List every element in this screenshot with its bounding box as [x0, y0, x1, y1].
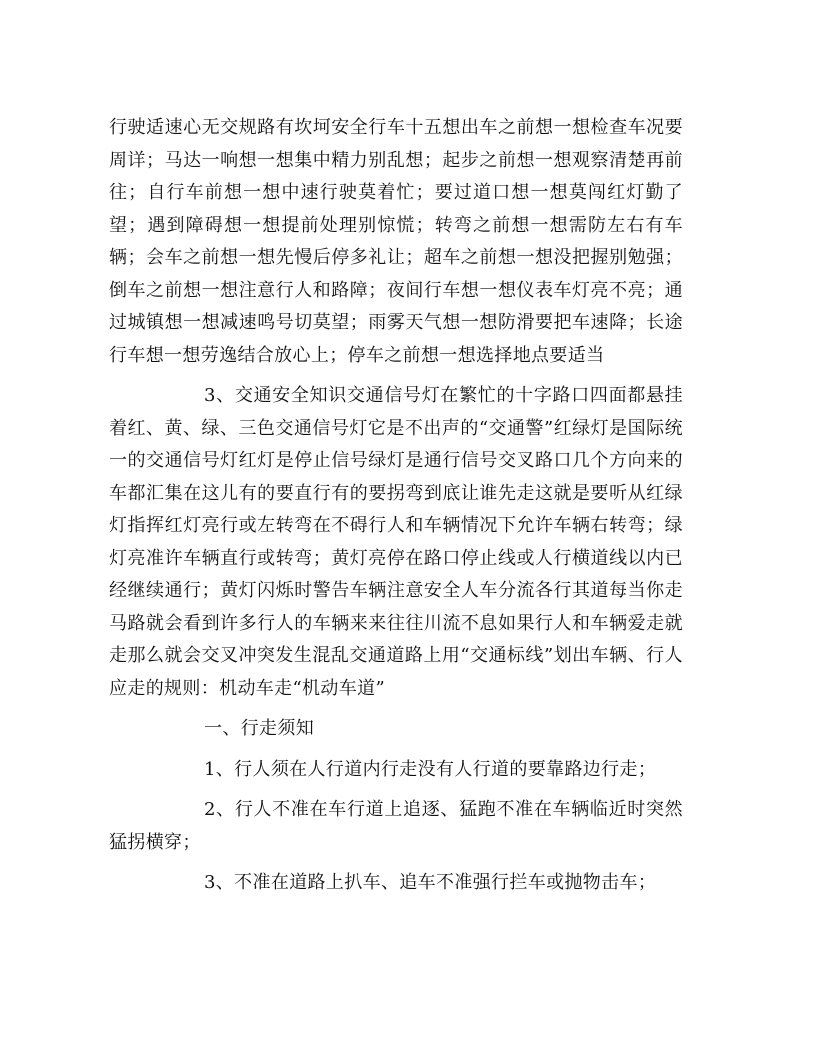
section-heading-walking-rules: 一、行走须知 — [204, 718, 315, 739]
rule-item-3: 3、不准在道路上扒车、追车不准强行拦车或抛物击车； — [204, 872, 657, 893]
document-body — [109, 112, 683, 900]
rule-item-2: 2、行人不准在车行道上追逐、猛跑不准在车辆临近时突然猛拐横穿； — [109, 799, 683, 853]
paragraph-safe-driving-fifteen-thoughts: 行驶适速心无交规路有坎坷安全行车十五想出车之前想一想检查车况要周详；马达一响想一想集中精力别乱想；起步之前想一想观察清楚再前往；自行车前想一想中速行驶莫着忙；要过道口想一想莫闯红灯勤了望；遇到障碍想一想提前处理别惊慌；转弯之前想一想需防左右有车辆；会车之前想一想先慢后停多礼让；超车之前想一想没把握别勉强；倒车之前想一想注意行人和路障；夜间行车想一想仪表车灯亮不亮；通过城镇想一想减速鸣号切莫望；雨雾天气想一想防滑要把车速降；长途行车想一想劳逸结合放心上；停车之前想一想选择地点要适当 — [109, 117, 683, 366]
rule-item-1: 1、行人须在人行道内行走没有人行道的要靠路边行走； — [204, 758, 657, 780]
paragraph-traffic-signal-knowledge: 3、交通安全知识交通信号灯在繁忙的十字路口四面都悬挂着红、黄、绿、三色交通信号灯它是不出声的“交通警”红绿灯是国际统一的交通信号灯红灯是停止信号绿灯是通行信号交叉路口几个方向来的车都汇集在这儿有的要直行有的要拐弯到底让谁先走这就是要听从红绿灯指挥红灯亮行或左转弯在不碍行人和车辆情况下允许车辆右转弯；绿灯亮准许车辆直行或转弯；黄灯亮停在路口停止线或人行横道线以内已经继续通行；黄灯闪烁时警告车辆注意安全人车分流各行其道每当你走马路就会看到许多行人的车辆来来往往川流不息如果行人和车辆爱走就走那么就会交叉冲突发生混乱交通道路上用“交通标线”划出车辆、行人应走的规则：机动车走“机动车道” — [109, 385, 683, 699]
